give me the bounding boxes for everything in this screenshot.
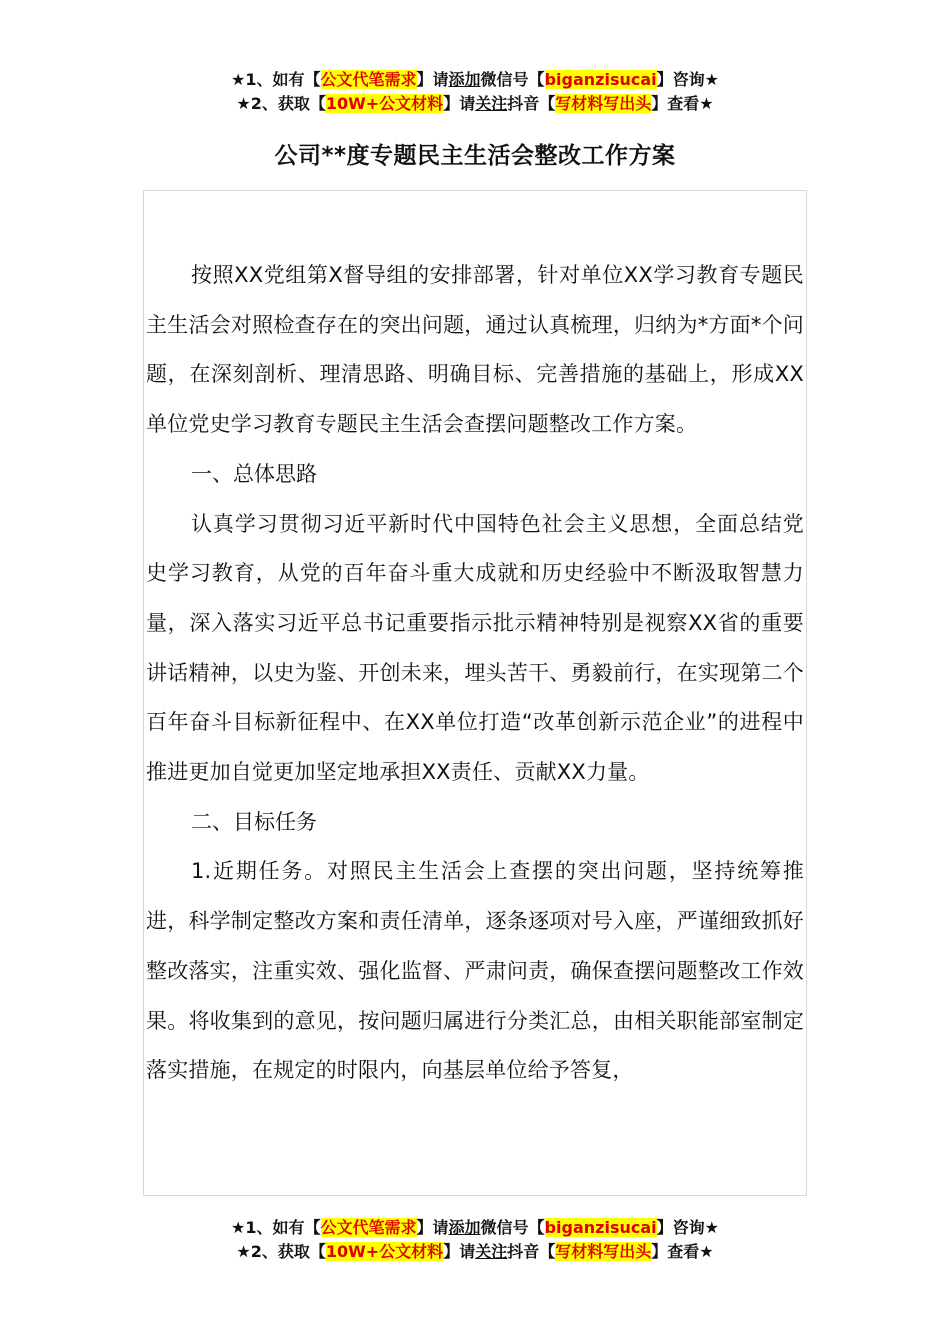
intro-paragraph: 按照XX党组第X督导组的安排部署，针对单位XX学习教育专题民主生活会对照检查存在的突出问题，通过认真梳理，归纳为*方面*个问题，在深刻剖析、理清思路、明确目标、完善措施的基础上，形成XX单位党史学习教育专题民主生活会查摆问题整改工作方案。 [146,263,804,437]
promo-text: 抖音【 [507,94,556,113]
document-title: 公司**度专题民主生活会整改工作方案 [274,143,676,169]
section-heading-goals: 二、目标任务 [191,809,317,834]
promo-text: 】请 [416,70,449,89]
douyin-account: 写材料写出头 [555,94,652,113]
section-heading-overall: 一、总体思路 [191,461,317,486]
promo-highlight: 10W+公文材料 [325,1242,444,1261]
promo-underline: 添加 [448,70,481,89]
promo-highlight: 公文代笔需求 [320,70,417,89]
promo-highlight: 10W+公文材料 [325,94,444,113]
section-body-overall: 认真学习贯彻习近平新时代中国特色社会主义思想，全面总结党史学习教育，从党的百年奋斗重大成就和历史经验中不断汲取智慧力量，深入落实习近平总书记重要指示批示精神特别是视察XX省的重要讲话精神，以史为鉴、开创未来，埋头苦干、勇毅前行，在实现第二个百年奋斗目标新征程中、在XX单位打造“改革创新示范企业”的进程中推进更加自觉更加坚定地承担XX责任、贡献XX力量。 [146,511,804,785]
promo-text: 】请 [443,1242,476,1261]
promo-line-2 [0,1240,950,1264]
section-body-goals: 1.近期任务。对照民主生活会上查摆的突出问题，坚持统筹推进，科学制定整改方案和责任清单，逐条逐项对号入座，严谨细致抓好整改落实，注重实效、强化监督、严肃问责，确保查摆问题整改工作效果。将收集到的意见，按问题归属进行分类汇总，由相关职能部室制定落实措施，在规定的时限内，向基层单位给予答复， [146,859,804,1083]
promo-line-2 [0,92,950,116]
document-content [146,251,804,1096]
bottom-promo-banner [0,1216,950,1264]
promo-text: ★1、如有【 [231,70,321,89]
promo-text: 】咨询★ [656,70,719,89]
promo-underline: 添加 [448,1218,481,1237]
promo-text: 抖音【 [507,1242,556,1261]
promo-text: ★2、获取【 [236,94,326,113]
promo-text: 微信号【 [480,1218,545,1237]
promo-underline: 关注 [475,1242,508,1261]
promo-text: 微信号【 [480,70,545,89]
promo-highlight: 公文代笔需求 [320,1218,417,1237]
promo-line-1 [0,68,950,92]
promo-text: 】咨询★ [656,1218,719,1237]
promo-text: 】请 [443,94,476,113]
promo-text: ★2、获取【 [236,1242,326,1261]
wechat-id: biganzisucai [544,1218,657,1237]
promo-underline: 关注 [475,94,508,113]
douyin-account: 写材料写出头 [555,1242,652,1261]
wechat-id: biganzisucai [544,70,657,89]
promo-text: 】查看★ [651,94,714,113]
promo-text: 】查看★ [651,1242,714,1261]
top-promo-banner [0,68,950,116]
promo-text: 】请 [416,1218,449,1237]
document-body-frame [143,190,807,1196]
promo-text: ★1、如有【 [231,1218,321,1237]
promo-line-1 [0,1216,950,1240]
